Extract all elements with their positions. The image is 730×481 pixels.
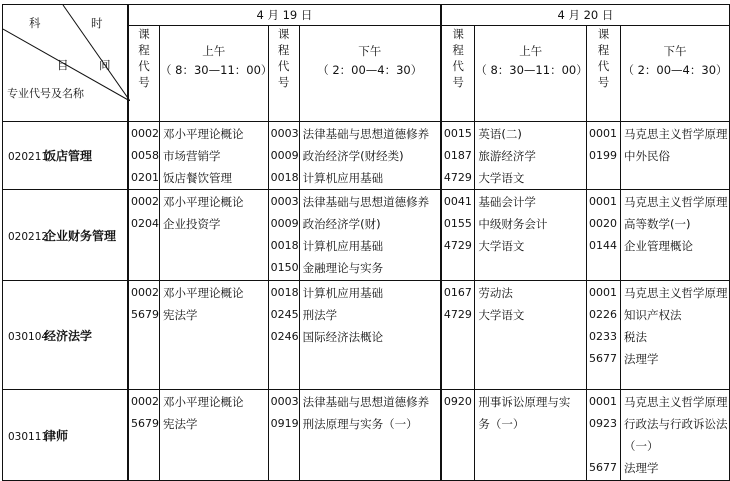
corner-label-ke: 科 [29,16,41,30]
course-name: 刑事诉讼原理与实 [478,395,571,409]
corner-label-shi: 时 [91,16,103,30]
course-code: 0002 [131,286,160,299]
header-corner [3,5,129,122]
session-name: 下午 [663,44,687,58]
major-cell [3,390,129,481]
course-names-cell [620,190,729,281]
major-row [3,122,730,190]
course-name: 计算机应用基础 [302,286,384,300]
course-names-cell [160,390,269,481]
course-code: 0018 [270,171,299,184]
course-code: 0002 [131,127,160,140]
course-name: 行政法与行政诉讼法 [623,417,728,431]
course-name: 马克思主义哲学原理 [623,286,728,300]
course-name: 知识产权法 [623,308,682,322]
course-code: 0015 [443,127,472,140]
course-names-cell [475,390,587,481]
major-cell [3,281,129,390]
major-code: 020211 [8,151,49,163]
course-name: 马克思主义哲学原理 [623,127,728,141]
course-name: 刑法原理与实务（一） [302,417,418,431]
course-codes-cell [128,281,160,390]
course-codes-cell [587,390,621,481]
major-name: 饭店管理 [44,149,93,163]
code-header: 课程代号 [587,26,621,122]
course-code [589,435,620,457]
session-time: （ 8：30—11：00） [160,63,273,77]
course-code: 5679 [131,308,160,321]
course-name: 劳动法 [478,286,513,300]
course-name: 税法 [623,330,647,344]
course-name: 邓小平理论概论 [163,195,244,209]
course-names-cell [160,122,269,190]
course-code: 0041 [443,195,472,208]
course-code: 4729 [443,308,472,321]
date-header-apr20: 4 月 20 日 [441,5,730,26]
course-code: 0001 [589,395,618,408]
course-names-cell [299,122,441,190]
course-name: 高等数学(一) [623,217,691,231]
course-code: 4729 [443,239,472,252]
course-names-cell [475,281,587,390]
course-name: （一） [623,439,659,453]
course-name: 中级财务会计 [478,217,548,231]
major-row [3,390,730,481]
course-names-cell [160,281,269,390]
course-code: 0003 [270,127,299,140]
course-code: 0245 [270,308,299,321]
exam-schedule-table [2,4,730,481]
course-name: 法律基础与思想道德修养 [302,195,430,209]
course-names-cell [620,281,729,390]
date-header-apr19: 4 月 19 日 [128,5,441,26]
major-name: 律师 [44,428,69,443]
course-code: 0187 [443,149,472,162]
course-codes-cell [268,122,299,190]
code-header: 课程代号 [268,26,299,122]
course-name: 计算机应用基础 [302,171,384,185]
course-name: 刑法学 [302,308,338,322]
course-code: 5679 [131,417,160,430]
session-name: 上午 [202,44,226,58]
course-codes-cell [587,122,621,190]
course-names-cell [620,390,729,481]
course-names-cell [160,190,269,281]
course-name: 计算机应用基础 [302,239,384,253]
course-code: 0144 [589,239,618,252]
course-code: 0201 [131,171,160,184]
course-code: 0919 [270,417,299,430]
course-name: 法律基础与思想道德修养 [302,127,430,141]
corner-label-jian: 间 [99,58,111,72]
code-header: 课程代号 [128,26,160,122]
session-header [475,26,587,122]
corner-label-major: 专业代号及名称 [7,87,84,100]
schedule-body [3,122,730,481]
session-time: （ 8：30—11：00） [475,63,588,77]
course-name: 企业管理概论 [623,239,693,253]
course-name: 基础会计学 [478,195,536,209]
course-name: 法律基础与思想道德修养 [302,395,430,409]
course-code: 0001 [589,195,618,208]
course-code: 0002 [131,195,160,208]
course-codes-cell [587,281,621,390]
course-codes-cell [128,190,160,281]
course-code: 5677 [589,352,618,365]
course-name: 政治经济学(财) [302,217,381,231]
course-codes-cell [128,122,160,190]
course-name: 宪法学 [163,417,198,431]
course-codes-cell [441,122,475,190]
course-codes-cell [441,190,475,281]
major-cell [3,190,129,281]
session-time: （ 2：00—4：30） [317,63,423,77]
major-code: 030104 [8,330,49,343]
course-codes-cell [128,390,160,481]
course-code: 0226 [589,308,618,321]
course-name: 政治经济学(财经类) [302,149,404,163]
course-name: 市场营销学 [163,149,221,163]
session-header [620,26,729,122]
course-codes-cell [268,390,299,481]
course-code: 0003 [270,195,299,208]
session-name: 上午 [519,44,543,58]
course-name: 大学语文 [478,308,525,322]
course-name: 马克思主义哲学原理 [623,395,728,409]
course-code [444,413,474,435]
course-code: 0167 [443,286,472,299]
major-row [3,190,730,281]
course-codes-cell [587,190,621,281]
course-name: 宪法学 [163,308,198,322]
course-name: 马克思主义哲学原理 [623,195,728,209]
course-code: 0204 [131,217,160,230]
course-code: 0003 [270,395,299,408]
session-time: （ 2：00—4：30） [622,63,728,77]
course-code: 0920 [443,395,472,408]
course-name: 企业投资学 [163,217,221,231]
course-names-cell [299,281,441,390]
code-header: 课程代号 [441,26,475,122]
course-codes-cell [441,281,475,390]
course-names-cell [620,122,729,190]
course-codes-cell [268,190,299,281]
course-code: 0009 [270,217,299,230]
course-name: 英语(二) [478,127,522,141]
course-codes-cell [441,390,475,481]
course-name: 旅游经济学 [478,149,536,163]
course-name: 邓小平理论概论 [163,127,244,141]
course-code: 0018 [270,286,299,299]
course-names-cell [299,390,441,481]
course-code: 0246 [270,330,299,343]
course-code: 0018 [270,239,299,252]
major-name: 企业财务管理 [44,228,117,243]
course-code: 5677 [589,461,618,474]
course-code: 0233 [589,330,618,343]
session-name: 下午 [358,44,382,58]
corner-label-mu: 目 [57,58,69,72]
course-codes-cell [268,281,299,390]
course-names-cell [475,122,587,190]
course-code: 0199 [589,149,618,162]
course-code: 4729 [443,171,472,184]
course-code: 0001 [589,286,618,299]
course-name: 饭店餐饮管理 [163,171,233,185]
major-code: 030111 [8,430,49,443]
course-code: 0155 [443,217,472,230]
course-code: 0923 [589,417,618,430]
major-cell [3,122,129,190]
course-name: 大学语文 [478,171,525,185]
major-row [3,281,730,390]
session-header [160,26,273,122]
major-code: 020212 [8,230,49,243]
course-name: 法理学 [623,352,659,366]
course-names-cell [299,190,441,281]
session-header [299,26,441,122]
course-code: 0058 [131,149,160,162]
course-name: 金融理论与实务 [302,261,384,275]
course-code: 0001 [589,127,618,140]
course-names-cell [475,190,587,281]
course-code: 0009 [270,149,299,162]
course-name: 务（一） [478,417,525,431]
course-name: 中外民俗 [623,149,670,163]
course-name: 邓小平理论概论 [163,286,244,300]
course-name: 邓小平理论概论 [163,395,244,409]
course-name: 国际经济法概论 [302,330,384,344]
course-name: 法理学 [623,461,659,475]
course-code: 0002 [131,395,160,408]
course-name: 大学语文 [478,239,525,253]
major-name: 经济法学 [44,328,93,343]
course-code: 0020 [589,217,618,230]
course-code: 0150 [270,261,299,274]
